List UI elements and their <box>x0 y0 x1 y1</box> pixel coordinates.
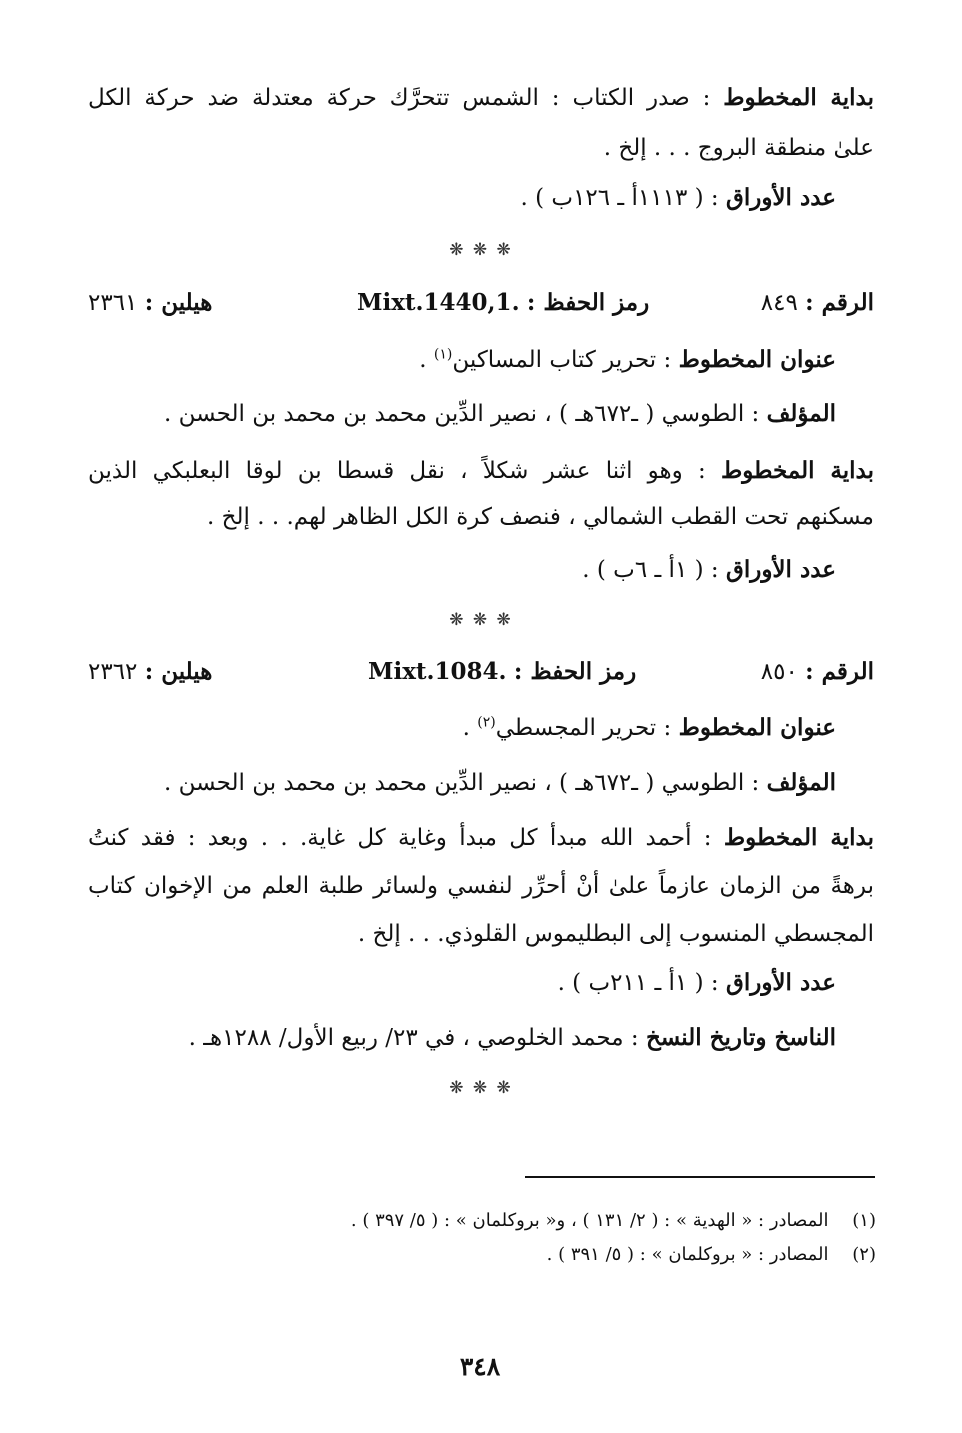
entry1-heilen-value: ٢٣٦١ <box>88 290 138 316</box>
intro-folios-line: عدد الأوراق : ( ١١١٣أ ـ ١٢٦ب ) . <box>520 184 836 211</box>
entry1-incipit-text-2: مسكنهم تحت القطب الشمالي ، فنصف كرة الكل الظاهر لهم. . . إلخ . <box>207 504 874 530</box>
entry2-folios-label: عدد الأوراق <box>725 969 836 996</box>
entry1-incipit-text-1: وهو اثنا عشر شكلاً ، نقل قسطا بن لوقا البعلبكي الذين <box>88 458 683 484</box>
footnote-2 <box>547 1240 876 1270</box>
intro-incipit-text-1: صدر الكتاب : الشمس تتحرَّك حركة معتدلة ضد حركة الكل <box>88 85 690 111</box>
intro-incipit-line1: بداية المخطوط : صدر الكتاب : الشمس تتحرَّك حركة معتدلة ضد حركة الكل <box>88 84 874 111</box>
entry1-shelfmark <box>357 283 649 323</box>
entry1-number-value: ٨٤٩ <box>760 290 798 316</box>
entry1-author-line: المؤلف : الطوسي ( ـ٦٧٢هـ ) ، نصير الدِّين محمد بن محمد بن الحسن . <box>164 400 836 427</box>
entry1-shelf-label: رمز الحفظ : <box>526 289 650 316</box>
entry2-shelf-value: Mixt.1084. <box>368 658 507 685</box>
entry2-incipit-line1: بداية المخطوط : أحمد الله مبدأ كل مبدأ وغاية كل غاية. . . وبعد : فقد كنتُ <box>88 824 874 851</box>
intro-incipit-text-2: علىٰ منطقة البروج . . . إلخ . <box>603 135 874 161</box>
footnote-rule <box>525 1176 875 1178</box>
entry2-incipit-line3 <box>358 914 874 954</box>
entry2-folios-line: عدد الأوراق : ( ١أ ـ ٢١١ب ) . <box>557 969 836 996</box>
entry2-copyist-line: الناسخ وتاريخ النسخ : محمد الخلوصي ، في ٢٣/ ربيع الأول/ ١٢٨٨هـ . <box>188 1024 836 1051</box>
entry1-number-label: الرقم : <box>805 289 874 316</box>
entry2-author-value: الطوسي ( ـ٦٧٢هـ ) ، نصير الدِّين محمد بن محمد بن الحسن . <box>164 770 745 796</box>
intro-folios-value: ( ١١١٣أ ـ ١٢٦ب ) . <box>520 185 704 211</box>
separator-2: ❋ ❋ ❋ <box>449 610 513 630</box>
entry1-footnote-ref: (١) <box>433 346 453 363</box>
footnote-2-text: المصادر : « بروكلمان » : ( ٥/ ٣٩١ ) . <box>546 1244 829 1265</box>
entry1-number <box>761 283 874 323</box>
intro-incipit-label: بداية المخطوط <box>723 84 874 111</box>
entry2-title-line: عنوان المخطوط : تحرير المجسطي$^{(٢)}$ . <box>462 714 836 741</box>
entry2-folios-value: ( ١أ ـ ٢١١ب ) . <box>557 970 704 996</box>
entry2-number-value: ٨٥٠ <box>760 659 798 685</box>
entry1-shelf-value: Mixt.1440,1. <box>357 289 520 316</box>
entry1-title-label: عنوان المخطوط <box>678 346 836 373</box>
entry1-title-end: . <box>419 347 427 373</box>
footnote-1-number: (١) <box>852 1210 876 1231</box>
entry1-author-value: الطوسي ( ـ٦٧٢هـ ) ، نصير الدِّين محمد بن محمد بن الحسن . <box>164 401 745 427</box>
entry2-heilen-label: هيلين : <box>144 658 213 685</box>
entry2-title-label: عنوان المخطوط <box>678 714 836 741</box>
footnote-1-text: المصادر : « الهدية » : ( ٢/ ١٣١ ) ، و« بروكلمان » : ( ٥/ ٣٩٧ ) . <box>350 1210 829 1231</box>
entry1-heilen-label: هيلين : <box>144 289 213 316</box>
entry1-incipit-label: بداية المخطوط <box>720 457 875 484</box>
entry2-footnote-ref: (٢) <box>477 714 496 731</box>
separator-3: ❋ ❋ ❋ <box>449 1078 513 1098</box>
entry1-title-value: تحرير كتاب المساكين <box>452 347 657 373</box>
entry2-incipit-line2 <box>88 866 874 906</box>
entry2-incipit-text-3: المجسطي المنسوب إلى البطليموس القلوذي. . . إلخ . <box>357 921 874 947</box>
entry2-author-line: المؤلف : الطوسي ( ـ٦٧٢هـ ) ، نصير الدِّين محمد بن محمد بن الحسن . <box>164 769 836 796</box>
entry2-heilen-value: ٢٣٦٢ <box>88 659 138 685</box>
entry2-title-end: . <box>462 715 470 741</box>
entry2-incipit-label: بداية المخطوط <box>723 824 874 851</box>
entry1-incipit-line1: بداية المخطوط : وهو اثنا عشر شكلاً ، نقل قسطا بن لوقا البعلبكي الذين <box>88 457 875 484</box>
entry1-title-line: عنوان المخطوط : تحرير كتاب المساكين$^{(١)}$ . <box>419 346 836 373</box>
entry1-heilen <box>88 283 212 323</box>
page-number: ٣٤٨ <box>459 1352 501 1381</box>
footnote-1 <box>351 1206 876 1236</box>
entry2-incipit-text-1: أحمد الله مبدأ كل مبدأ وغاية كل غاية. . . وبعد : فقد كنتُ <box>88 825 692 851</box>
separator-1: ❋ ❋ ❋ <box>449 240 513 260</box>
entry2-shelfmark <box>368 652 636 692</box>
entry2-number <box>761 652 874 692</box>
entry2-incipit-text-2: برهةً من الزمان عازماً علىٰ أنْ أحرِّر لنفسي ولسائر طلبة العلم من الإخوان كتاب <box>88 873 874 899</box>
entry1-folios-label: عدد الأوراق <box>725 556 836 583</box>
entry2-shelf-label: رمز الحفظ : <box>513 658 637 685</box>
intro-folios-label: عدد الأوراق <box>725 184 836 211</box>
entry2-author-label: المؤلف <box>766 769 836 796</box>
footnote-2-number: (٢) <box>852 1244 876 1265</box>
entry1-incipit-line2 <box>207 497 874 537</box>
entry1-author-label: المؤلف <box>766 400 836 427</box>
entry2-heilen <box>88 652 212 692</box>
intro-incipit-line2 <box>604 128 874 168</box>
entry2-copyist-label: الناسخ وتاريخ النسخ <box>645 1024 836 1051</box>
entry2-copyist-value: محمد الخلوصي ، في ٢٣/ ربيع الأول/ ١٢٨٨هـ . <box>188 1025 624 1051</box>
entry2-title-value: تحرير المجسطي <box>495 715 657 741</box>
entry2-number-label: الرقم : <box>805 658 874 685</box>
entry1-folios-value: ( ١أ ـ ٦ب ) . <box>582 557 704 583</box>
entry1-folios-line: عدد الأوراق : ( ١أ ـ ٦ب ) . <box>582 556 836 583</box>
